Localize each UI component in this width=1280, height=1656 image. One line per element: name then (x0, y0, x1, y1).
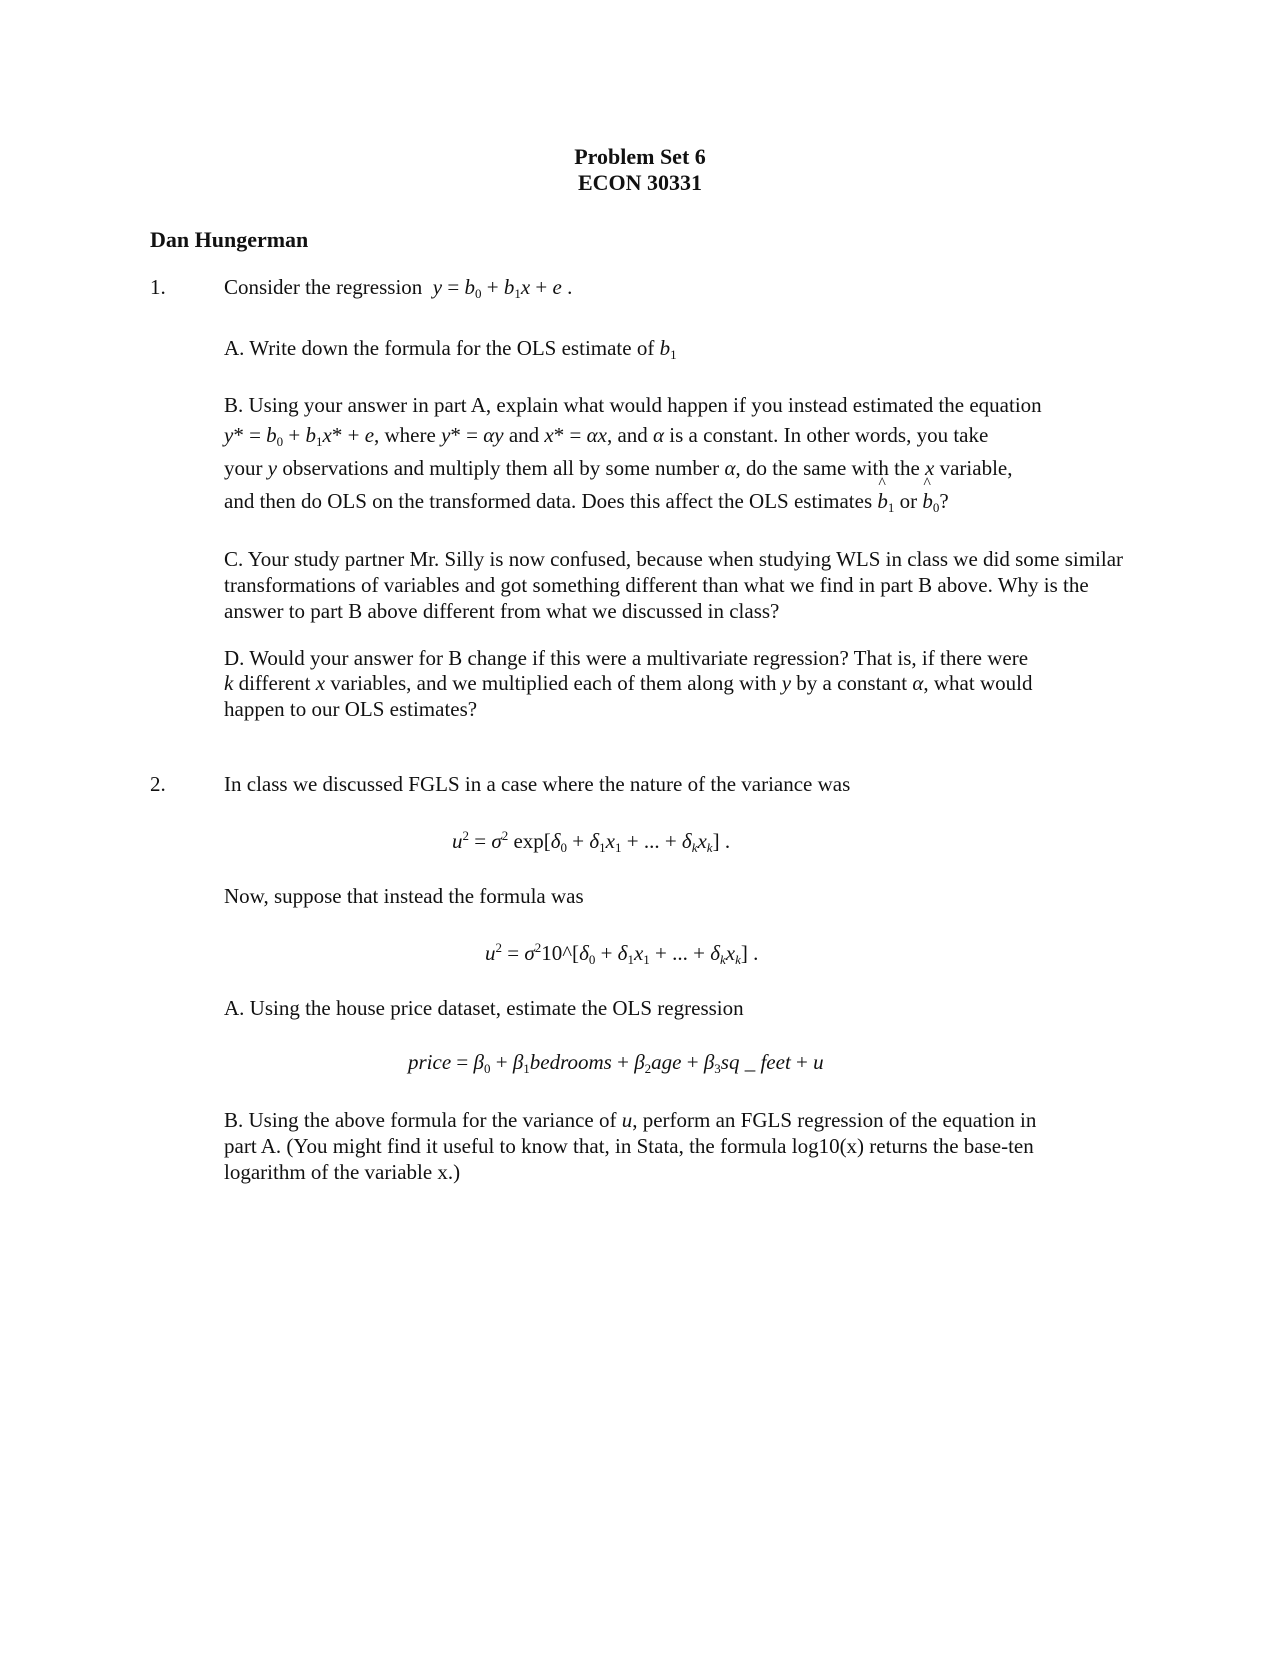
question-1-number: 1. (150, 275, 166, 299)
question-1-part-d-line-2: k different x variables, and we multiplied each of them along with y by a constant α, what would (224, 671, 1033, 695)
question-2-number: 2. (150, 772, 166, 796)
question-1-part-b-line-2: $y* = b_0 + b_1x* + e$, where y* = αy and x* = αx, and α is a constant. In other words, you take (224, 423, 989, 449)
question-2-part-b-line-2: part A. (You might find it useful to know that, in Stata, the formula log10(x) returns the base-ten (224, 1134, 1034, 1158)
question-2-now: Now, suppose that instead the formula was (224, 884, 584, 908)
document-title: Problem Set 6 (574, 144, 706, 169)
question-1-part-d-line-3: happen to our OLS estimates? (224, 697, 478, 721)
question-1-part-d-line-1: D. Would your answer for B change if this were a multivariate regression? That is, if there were (224, 646, 1029, 670)
question-1-intro: Consider the regression $y = b_0 + b_1x + e$ . (224, 275, 573, 301)
question-1-part-c: C. Your study partner Mr. Silly is now confused, because when studying WLS in class we did some similar transformations of variables and got something different than what we find in part B above. Why is the answer to part B above different from what we discussed in class? (224, 547, 1124, 623)
question-1-part-a: A. Write down the formula for the OLS estimate of $b_1$ (224, 336, 677, 362)
question-1-part-b-line-3: your y observations and multiply them all by some number α, do the same with the x variable, (224, 456, 1013, 480)
question-2-part-b-line-1: B. Using the above formula for the variance of u, perform an FGLS regression of the equation in (224, 1108, 1037, 1132)
author-name: Dan Hungerman (150, 227, 309, 252)
question-2-intro: In class we discussed FGLS in a case where the nature of the variance was (224, 772, 851, 796)
question-2-part-a: A. Using the house price dataset, estimate the OLS regression (224, 996, 744, 1020)
variance-equation-exp: $u^2 = \sigma^2$ $\exp[\delta_0 + \delta_1x_1$ + ... + $\delta_kx_k$] . (452, 828, 731, 855)
regression-equation: y (432, 275, 443, 299)
price-regression-equation: price = $\beta_0$ + $\beta_1bedrooms + \beta_2age + \beta_3sq$ _ feet + u (408, 1050, 824, 1076)
question-1-part-b-line-4: and then do OLS on the transformed data. Does this affect the OLS estimates ^ $b_1$ or ^ $b_0$? (224, 489, 949, 516)
question-2-part-b-line-3: logarithm of the variable x.) (224, 1160, 461, 1184)
variance-equation-pow10: $u^2$ = $\sigma^210\^{}[\delta_0 + \delta_1x_1$ + ... + $\delta_kx_k$] . (485, 940, 759, 967)
question-1-part-b-line-1: B. Using your answer in part A, explain what would happen if you instead estimated the equation (224, 393, 1042, 417)
course-code: ECON 30331 (577, 170, 703, 195)
